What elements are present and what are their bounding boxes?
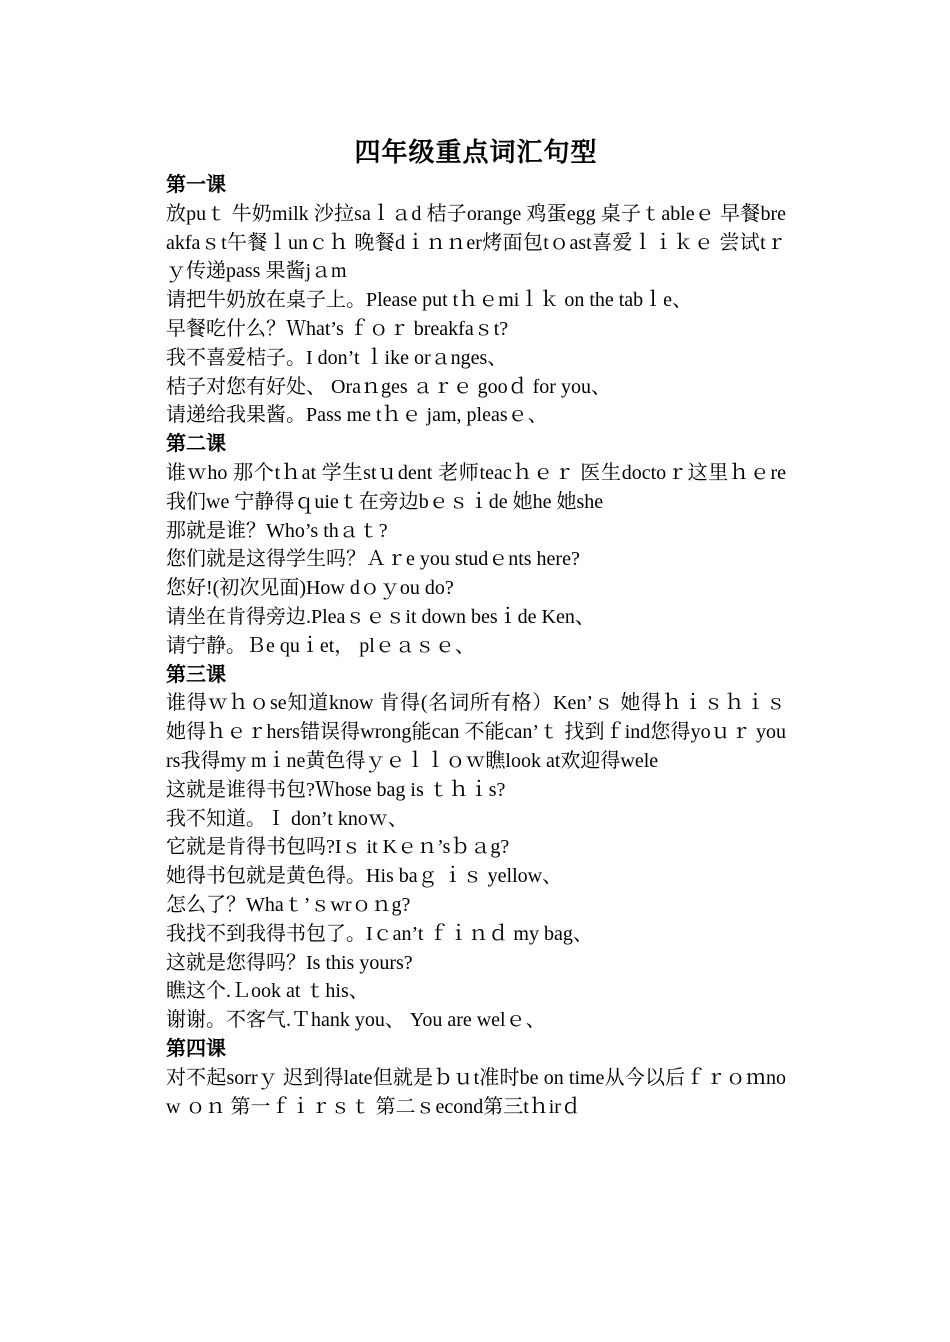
lesson-3 [166, 661, 786, 1035]
vocab-paragraph: 谁ｗho 那个tｈat 学生stｕdent 老师teacｈｅｒ 医生doctoｒ这里ｈｅre 我们we 宁静得ｑuieｔ在旁边bｅｓｉde 她he 她she [166, 461, 786, 513]
sentence: 请坐在肯得旁边.Pleaｓｅｓit down besｉde Ken、 [166, 605, 595, 628]
sentence: 您们就是这得学生吗？Ａｒe you studｅnts here? [166, 548, 580, 571]
sentence: 它就是肯得书包吗?Iｓ it Kｅｎ’sｂａg? [166, 836, 510, 859]
sentence: 谢谢。不客气.Ｔhank you、 You are welｅ、 [166, 1009, 546, 1032]
sentence: 这就是谁得书包?Ｗhose bag is ｔｈｉs? [166, 778, 506, 801]
sentence: 我不喜爱桔子。I don’t ｌike orａnges、 [166, 346, 508, 369]
sentence: 早餐吃什么？Ｗhat’s ｆｏｒ breakfaｓt? [166, 317, 509, 340]
sentence: 请宁静。Ｂe quｉet， plｅａｓｅ、 [166, 634, 475, 657]
lesson-2 [166, 430, 786, 660]
sentence: 我找不到我得书包了。Iｃan’t ｆｉｎｄ my bag、 [166, 922, 593, 945]
lesson-1 [166, 171, 786, 430]
sentence: 那就是谁？Who’s thａｔ? [166, 519, 388, 542]
sentence: 怎么了？Whaｔ’ｓwrｏｎg? [166, 893, 411, 916]
lesson-heading: 第三课 [166, 663, 226, 686]
sentence: 您好!(初次见面)How dｏｙou do? [166, 577, 454, 600]
sentence: 我不知道。Ｉ don’t knoｗ、 [166, 807, 408, 830]
sentence: 瞧这个.Ｌook at ｔhis、 [166, 980, 369, 1003]
vocab-paragraph: 放puｔ 牛奶milk 沙拉saｌａd 桔子orange 鸡蛋egg 桌子ｔableｅ 早餐breakfaｓt午餐ｌunｃｈ 晚餐dｉｎｎer烤面包tｏast喜爱ｌｉｋｅ 尝试tｒｙ传递pass 果酱jａm [166, 202, 786, 283]
vocab-paragraph: 谁得ｗｈｏse知道know 肯得(名词所有格）Ken’ｓ 她得ｈｉｓｈｉｓ 她得ｈｅｒhers错误得wrong能can 不能can’ｔ 找到ｆind您得yoｕｒ yours我得my mｉne黄色得ｙｅｌｌｏｗ瞧look at欢迎得wele [166, 692, 786, 772]
sentence: 这就是您得吗？Is this yours? [166, 951, 413, 974]
lesson-heading: 第一课 [166, 174, 226, 196]
document-title: 四年级重点词汇句型 [354, 138, 598, 167]
sentence: 请递给我果酱。Pass me tｈｅ jam, pleasｅ、 [166, 404, 548, 427]
lesson-heading: 第四课 [166, 1037, 226, 1060]
sentence: 她得书包就是黄色得。His baｇ ｉｓ yellow、 [166, 865, 563, 888]
sentence: 桔子对您有好处、 Oraｎges ａｒｅ gooｄ for you、 [166, 375, 611, 398]
lesson-heading: 第二课 [166, 433, 226, 456]
sentence: 请把牛奶放在桌子上。Please put tｈｅmiｌｋ on the tabｌe、 [166, 289, 693, 312]
document-page [166, 135, 786, 1121]
vocab-paragraph: 对不起sorrｙ 迟到得late但就是ｂｕt准时be on time从今以后ｆｒｏｍnow ｏｎ 第一ｆｉｒｓｔ 第二ｓecond第三tｈirｄ [166, 1066, 786, 1118]
lesson-4 [166, 1035, 786, 1121]
